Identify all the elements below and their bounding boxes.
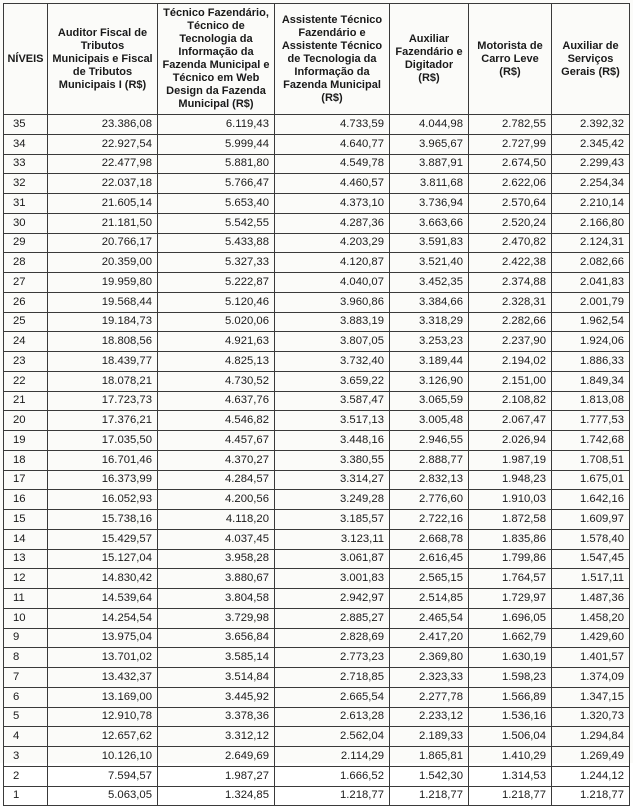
- cell-auxiliar-servicos: 1.886,33: [552, 352, 630, 372]
- cell-auxiliar-fazendario: 3.126,90: [390, 371, 469, 391]
- cell-assistente-tecnico: 4.640,77: [275, 134, 390, 154]
- cell-motorista: 2.026,94: [469, 431, 552, 451]
- table-row: [4, 312, 630, 332]
- cell-auxiliar-fazendario: 2.417,20: [390, 628, 469, 648]
- cell-auxiliar-servicos: 1.642,16: [552, 490, 630, 510]
- cell-motorista: 2.727,99: [469, 134, 552, 154]
- cell-tecnico-fazendario: 3.729,98: [158, 608, 275, 628]
- cell-auxiliar-servicos: 2.124,31: [552, 233, 630, 253]
- cell-tecnico-fazendario: 4.370,27: [158, 450, 275, 470]
- cell-assistente-tecnico: 3.807,05: [275, 332, 390, 352]
- cell-motorista: 1.799,86: [469, 549, 552, 569]
- cell-level: 21: [4, 391, 48, 411]
- table-row: [4, 549, 630, 569]
- cell-motorista: 2.782,55: [469, 115, 552, 135]
- cell-motorista: 1.314,53: [469, 766, 552, 786]
- cell-level: 32: [4, 174, 48, 194]
- cell-tecnico-fazendario: 5.327,33: [158, 253, 275, 273]
- table-row: [4, 648, 630, 668]
- cell-auxiliar-servicos: 1.429,60: [552, 628, 630, 648]
- cell-tecnico-fazendario: 4.200,56: [158, 490, 275, 510]
- cell-motorista: 1.218,77: [469, 786, 552, 806]
- cell-auditor-fiscal: 5.063,05: [48, 786, 158, 806]
- cell-auditor-fiscal: 14.254,54: [48, 608, 158, 628]
- table-row: [4, 332, 630, 352]
- cell-auxiliar-fazendario: 3.253,23: [390, 332, 469, 352]
- cell-auxiliar-fazendario: 3.384,66: [390, 292, 469, 312]
- cell-tecnico-fazendario: 4.284,57: [158, 470, 275, 490]
- cell-auditor-fiscal: 18.808,56: [48, 332, 158, 352]
- cell-auxiliar-servicos: 1.849,34: [552, 371, 630, 391]
- cell-motorista: 1.566,89: [469, 687, 552, 707]
- cell-auxiliar-servicos: 1.547,45: [552, 549, 630, 569]
- header-auxiliar-fazendario: Auxiliar Fazendário e Digitador (R$): [390, 4, 469, 115]
- cell-level: 10: [4, 608, 48, 628]
- cell-auditor-fiscal: 10.126,10: [48, 747, 158, 767]
- cell-auxiliar-servicos: 2.392,32: [552, 115, 630, 135]
- cell-auditor-fiscal: 15.127,04: [48, 549, 158, 569]
- cell-tecnico-fazendario: 4.637,76: [158, 391, 275, 411]
- table-row: [4, 589, 630, 609]
- cell-motorista: 2.282,66: [469, 312, 552, 332]
- cell-auxiliar-servicos: 1.401,57: [552, 648, 630, 668]
- cell-auxiliar-fazendario: 3.591,83: [390, 233, 469, 253]
- cell-assistente-tecnico: 2.773,23: [275, 648, 390, 668]
- cell-tecnico-fazendario: 5.766,47: [158, 174, 275, 194]
- cell-assistente-tecnico: 1.666,52: [275, 766, 390, 786]
- cell-tecnico-fazendario: 5.999,44: [158, 134, 275, 154]
- cell-level: 7: [4, 668, 48, 688]
- cell-auditor-fiscal: 19.959,80: [48, 273, 158, 293]
- cell-auditor-fiscal: 22.477,98: [48, 154, 158, 174]
- cell-auditor-fiscal: 19.568,44: [48, 292, 158, 312]
- cell-auxiliar-fazendario: 3.065,59: [390, 391, 469, 411]
- cell-level: 1: [4, 786, 48, 806]
- cell-level: 5: [4, 707, 48, 727]
- cell-auditor-fiscal: 17.376,21: [48, 411, 158, 431]
- cell-tecnico-fazendario: 3.312,12: [158, 727, 275, 747]
- cell-level: 33: [4, 154, 48, 174]
- table-row: [4, 628, 630, 648]
- cell-auxiliar-fazendario: 2.722,16: [390, 510, 469, 530]
- cell-auditor-fiscal: 13.169,00: [48, 687, 158, 707]
- cell-auxiliar-servicos: 1.517,11: [552, 569, 630, 589]
- header-tecnico-fazendario: Técnico Fazendário, Técnico de Tecnologia da Informação da Fazenda Municipal e Técnico em Web Design da Fazenda Municipal (R$): [158, 4, 275, 115]
- cell-level: 15: [4, 510, 48, 530]
- cell-auxiliar-fazendario: 3.811,68: [390, 174, 469, 194]
- cell-auxiliar-fazendario: 2.832,13: [390, 470, 469, 490]
- cell-auditor-fiscal: 15.429,57: [48, 529, 158, 549]
- cell-auxiliar-fazendario: 3.736,94: [390, 194, 469, 214]
- cell-auxiliar-servicos: 1.578,40: [552, 529, 630, 549]
- cell-motorista: 2.194,02: [469, 352, 552, 372]
- cell-motorista: 2.674,50: [469, 154, 552, 174]
- cell-auxiliar-fazendario: 2.514,85: [390, 589, 469, 609]
- cell-level: 6: [4, 687, 48, 707]
- cell-auxiliar-servicos: 1.320,73: [552, 707, 630, 727]
- cell-auditor-fiscal: 16.052,93: [48, 490, 158, 510]
- cell-auditor-fiscal: 16.701,46: [48, 450, 158, 470]
- table-row: [4, 747, 630, 767]
- cell-level: 26: [4, 292, 48, 312]
- cell-level: 23: [4, 352, 48, 372]
- cell-auditor-fiscal: 22.927,54: [48, 134, 158, 154]
- cell-assistente-tecnico: 3.185,57: [275, 510, 390, 530]
- cell-assistente-tecnico: 3.249,28: [275, 490, 390, 510]
- cell-tecnico-fazendario: 5.653,40: [158, 194, 275, 214]
- table-row: [4, 431, 630, 451]
- cell-auditor-fiscal: 14.830,42: [48, 569, 158, 589]
- table-row: [4, 154, 630, 174]
- cell-assistente-tecnico: 4.120,87: [275, 253, 390, 273]
- cell-level: 14: [4, 529, 48, 549]
- cell-motorista: 1.696,05: [469, 608, 552, 628]
- cell-motorista: 1.910,03: [469, 490, 552, 510]
- cell-assistente-tecnico: 3.517,13: [275, 411, 390, 431]
- cell-auxiliar-fazendario: 3.521,40: [390, 253, 469, 273]
- cell-auxiliar-servicos: 2.210,14: [552, 194, 630, 214]
- cell-auxiliar-servicos: 1.218,77: [552, 786, 630, 806]
- cell-auditor-fiscal: 12.910,78: [48, 707, 158, 727]
- cell-level: 27: [4, 273, 48, 293]
- cell-level: 29: [4, 233, 48, 253]
- cell-assistente-tecnico: 4.460,57: [275, 174, 390, 194]
- cell-level: 25: [4, 312, 48, 332]
- table-row: [4, 292, 630, 312]
- cell-level: 11: [4, 589, 48, 609]
- cell-auxiliar-fazendario: 1.865,81: [390, 747, 469, 767]
- table-row: [4, 786, 630, 806]
- cell-auxiliar-servicos: 1.244,12: [552, 766, 630, 786]
- cell-assistente-tecnico: 4.733,59: [275, 115, 390, 135]
- cell-motorista: 2.374,88: [469, 273, 552, 293]
- table-row: [4, 510, 630, 530]
- cell-auxiliar-fazendario: 1.542,30: [390, 766, 469, 786]
- cell-auxiliar-fazendario: 2.888,77: [390, 450, 469, 470]
- cell-assistente-tecnico: 4.287,36: [275, 213, 390, 233]
- cell-motorista: 2.067,47: [469, 411, 552, 431]
- cell-auxiliar-servicos: 2.254,34: [552, 174, 630, 194]
- table-row: [4, 707, 630, 727]
- cell-level: 8: [4, 648, 48, 668]
- cell-auditor-fiscal: 18.078,21: [48, 371, 158, 391]
- cell-auxiliar-servicos: 2.082,66: [552, 253, 630, 273]
- cell-auxiliar-fazendario: 4.044,98: [390, 115, 469, 135]
- table-row: [4, 608, 630, 628]
- cell-auxiliar-servicos: 1.347,15: [552, 687, 630, 707]
- cell-auxiliar-fazendario: 2.668,78: [390, 529, 469, 549]
- cell-tecnico-fazendario: 3.514,84: [158, 668, 275, 688]
- cell-auditor-fiscal: 18.439,77: [48, 352, 158, 372]
- table-row: [4, 253, 630, 273]
- cell-auditor-fiscal: 19.184,73: [48, 312, 158, 332]
- cell-level: 13: [4, 549, 48, 569]
- table-row: [4, 411, 630, 431]
- cell-auxiliar-servicos: 1.374,09: [552, 668, 630, 688]
- cell-assistente-tecnico: 4.203,29: [275, 233, 390, 253]
- cell-auditor-fiscal: 17.723,73: [48, 391, 158, 411]
- cell-auxiliar-fazendario: 2.189,33: [390, 727, 469, 747]
- cell-motorista: 2.151,00: [469, 371, 552, 391]
- cell-assistente-tecnico: 3.448,16: [275, 431, 390, 451]
- cell-level: 12: [4, 569, 48, 589]
- cell-auxiliar-fazendario: 3.005,48: [390, 411, 469, 431]
- cell-level: 4: [4, 727, 48, 747]
- header-auditor-fiscal: Auditor Fiscal de Tributos Municipais e Fiscal de Tributos Municipais I (R$): [48, 4, 158, 115]
- cell-auxiliar-fazendario: 2.465,54: [390, 608, 469, 628]
- cell-level: 19: [4, 431, 48, 451]
- header-motorista: Motorista de Carro Leve (R$): [469, 4, 552, 115]
- cell-assistente-tecnico: 3.061,87: [275, 549, 390, 569]
- table-row: [4, 115, 630, 135]
- cell-tecnico-fazendario: 5.222,87: [158, 273, 275, 293]
- cell-assistente-tecnico: 4.373,10: [275, 194, 390, 214]
- cell-auxiliar-fazendario: 2.369,80: [390, 648, 469, 668]
- cell-level: 31: [4, 194, 48, 214]
- cell-assistente-tecnico: 3.001,83: [275, 569, 390, 589]
- table-row: [4, 233, 630, 253]
- cell-level: 24: [4, 332, 48, 352]
- table-row: [4, 668, 630, 688]
- table-row: [4, 391, 630, 411]
- cell-level: 20: [4, 411, 48, 431]
- cell-tecnico-fazendario: 5.120,46: [158, 292, 275, 312]
- cell-motorista: 1.598,23: [469, 668, 552, 688]
- cell-auxiliar-fazendario: 2.565,15: [390, 569, 469, 589]
- cell-tecnico-fazendario: 3.958,28: [158, 549, 275, 569]
- cell-tecnico-fazendario: 4.825,13: [158, 352, 275, 372]
- cell-assistente-tecnico: 2.114,29: [275, 747, 390, 767]
- cell-auxiliar-servicos: 1.962,54: [552, 312, 630, 332]
- cell-assistente-tecnico: 3.314,27: [275, 470, 390, 490]
- cell-auxiliar-servicos: 1.487,36: [552, 589, 630, 609]
- cell-auxiliar-servicos: 1.269,49: [552, 747, 630, 767]
- cell-auxiliar-servicos: 2.001,79: [552, 292, 630, 312]
- table-row: [4, 371, 630, 391]
- cell-motorista: 1.729,97: [469, 589, 552, 609]
- cell-motorista: 1.835,86: [469, 529, 552, 549]
- table-row: [4, 727, 630, 747]
- cell-motorista: 2.570,64: [469, 194, 552, 214]
- cell-auxiliar-fazendario: 2.946,55: [390, 431, 469, 451]
- header-niveis: NÍVEIS: [4, 4, 48, 115]
- cell-motorista: 1.630,19: [469, 648, 552, 668]
- cell-auxiliar-servicos: 1.742,68: [552, 431, 630, 451]
- cell-assistente-tecnico: 3.380,55: [275, 450, 390, 470]
- table-row: [4, 134, 630, 154]
- cell-level: 16: [4, 490, 48, 510]
- cell-assistente-tecnico: 2.665,54: [275, 687, 390, 707]
- cell-auxiliar-fazendario: 3.663,66: [390, 213, 469, 233]
- table-row: [4, 687, 630, 707]
- cell-auditor-fiscal: 22.037,18: [48, 174, 158, 194]
- cell-auxiliar-fazendario: 2.277,78: [390, 687, 469, 707]
- cell-auxiliar-servicos: 1.609,97: [552, 510, 630, 530]
- cell-motorista: 2.520,24: [469, 213, 552, 233]
- cell-motorista: 1.987,19: [469, 450, 552, 470]
- cell-motorista: 1.536,16: [469, 707, 552, 727]
- cell-motorista: 1.948,23: [469, 470, 552, 490]
- table-row: [4, 213, 630, 233]
- cell-auxiliar-fazendario: 3.887,91: [390, 154, 469, 174]
- cell-auxiliar-servicos: 2.299,43: [552, 154, 630, 174]
- cell-tecnico-fazendario: 3.656,84: [158, 628, 275, 648]
- cell-tecnico-fazendario: 4.730,52: [158, 371, 275, 391]
- cell-motorista: 1.506,04: [469, 727, 552, 747]
- table-row: [4, 194, 630, 214]
- cell-tecnico-fazendario: 1.987,27: [158, 766, 275, 786]
- cell-motorista: 2.237,90: [469, 332, 552, 352]
- cell-level: 22: [4, 371, 48, 391]
- cell-auditor-fiscal: 16.373,99: [48, 470, 158, 490]
- cell-auxiliar-fazendario: 2.233,12: [390, 707, 469, 727]
- cell-level: 2: [4, 766, 48, 786]
- cell-assistente-tecnico: 3.883,19: [275, 312, 390, 332]
- cell-level: 28: [4, 253, 48, 273]
- cell-auxiliar-servicos: 1.777,53: [552, 411, 630, 431]
- table-row: [4, 273, 630, 293]
- cell-motorista: 2.108,82: [469, 391, 552, 411]
- cell-assistente-tecnico: 1.218,77: [275, 786, 390, 806]
- cell-motorista: 2.328,31: [469, 292, 552, 312]
- cell-tecnico-fazendario: 4.457,67: [158, 431, 275, 451]
- cell-tecnico-fazendario: 4.118,20: [158, 510, 275, 530]
- cell-tecnico-fazendario: 6.119,43: [158, 115, 275, 135]
- cell-auxiliar-fazendario: 2.323,33: [390, 668, 469, 688]
- cell-assistente-tecnico: 3.587,47: [275, 391, 390, 411]
- cell-auditor-fiscal: 7.594,57: [48, 766, 158, 786]
- table-row: [4, 352, 630, 372]
- cell-auditor-fiscal: 21.181,50: [48, 213, 158, 233]
- cell-tecnico-fazendario: 3.804,58: [158, 589, 275, 609]
- cell-auxiliar-fazendario: 3.965,67: [390, 134, 469, 154]
- cell-auxiliar-servicos: 2.166,80: [552, 213, 630, 233]
- cell-tecnico-fazendario: 3.445,92: [158, 687, 275, 707]
- cell-auditor-fiscal: 13.701,02: [48, 648, 158, 668]
- cell-level: 9: [4, 628, 48, 648]
- cell-auxiliar-fazendario: 3.318,29: [390, 312, 469, 332]
- cell-tecnico-fazendario: 4.546,82: [158, 411, 275, 431]
- cell-level: 34: [4, 134, 48, 154]
- table-row: [4, 766, 630, 786]
- table-header: [4, 4, 630, 115]
- cell-tecnico-fazendario: 5.020,06: [158, 312, 275, 332]
- cell-auditor-fiscal: 12.657,62: [48, 727, 158, 747]
- cell-motorista: 2.470,82: [469, 233, 552, 253]
- cell-motorista: 1.872,58: [469, 510, 552, 530]
- cell-level: 35: [4, 115, 48, 135]
- cell-assistente-tecnico: 2.942,97: [275, 589, 390, 609]
- salary-table: [3, 3, 630, 806]
- cell-auxiliar-servicos: 1.924,06: [552, 332, 630, 352]
- cell-motorista: 1.764,57: [469, 569, 552, 589]
- cell-level: 3: [4, 747, 48, 767]
- cell-level: 18: [4, 450, 48, 470]
- cell-auxiliar-servicos: 1.294,84: [552, 727, 630, 747]
- cell-auxiliar-fazendario: 3.189,44: [390, 352, 469, 372]
- header-assistente-tecnico: Assistente Técnico Fazendário e Assistente Técnico de Tecnologia da Informação da Fazenda Municipal (R$): [275, 4, 390, 115]
- cell-auxiliar-fazendario: 2.776,60: [390, 490, 469, 510]
- cell-motorista: 1.662,79: [469, 628, 552, 648]
- table-row: [4, 490, 630, 510]
- cell-tecnico-fazendario: 3.585,14: [158, 648, 275, 668]
- cell-tecnico-fazendario: 3.378,36: [158, 707, 275, 727]
- cell-auditor-fiscal: 17.035,50: [48, 431, 158, 451]
- cell-auditor-fiscal: 23.386,08: [48, 115, 158, 135]
- cell-assistente-tecnico: 3.123,11: [275, 529, 390, 549]
- cell-level: 30: [4, 213, 48, 233]
- cell-auxiliar-servicos: 2.345,42: [552, 134, 630, 154]
- cell-auxiliar-servicos: 1.813,08: [552, 391, 630, 411]
- table-row: [4, 529, 630, 549]
- cell-tecnico-fazendario: 5.881,80: [158, 154, 275, 174]
- cell-assistente-tecnico: 3.659,22: [275, 371, 390, 391]
- cell-tecnico-fazendario: 5.542,55: [158, 213, 275, 233]
- cell-assistente-tecnico: 4.040,07: [275, 273, 390, 293]
- table-row: [4, 470, 630, 490]
- cell-auxiliar-servicos: 1.675,01: [552, 470, 630, 490]
- cell-tecnico-fazendario: 2.649,69: [158, 747, 275, 767]
- table-row: [4, 450, 630, 470]
- cell-assistente-tecnico: 3.960,86: [275, 292, 390, 312]
- cell-auditor-fiscal: 21.605,14: [48, 194, 158, 214]
- cell-auditor-fiscal: 13.975,04: [48, 628, 158, 648]
- table-row: [4, 569, 630, 589]
- cell-assistente-tecnico: 2.562,04: [275, 727, 390, 747]
- header-auxiliar-servicos: Auxiliar de Serviços Gerais (R$): [552, 4, 630, 115]
- cell-assistente-tecnico: 2.828,69: [275, 628, 390, 648]
- cell-auditor-fiscal: 14.539,64: [48, 589, 158, 609]
- cell-level: 17: [4, 470, 48, 490]
- cell-assistente-tecnico: 3.732,40: [275, 352, 390, 372]
- cell-tecnico-fazendario: 4.037,45: [158, 529, 275, 549]
- cell-tecnico-fazendario: 5.433,88: [158, 233, 275, 253]
- cell-motorista: 1.410,29: [469, 747, 552, 767]
- cell-assistente-tecnico: 2.718,85: [275, 668, 390, 688]
- cell-auditor-fiscal: 13.432,37: [48, 668, 158, 688]
- cell-auditor-fiscal: 15.738,16: [48, 510, 158, 530]
- cell-auxiliar-fazendario: 1.218,77: [390, 786, 469, 806]
- cell-auxiliar-servicos: 2.041,83: [552, 273, 630, 293]
- cell-motorista: 2.422,38: [469, 253, 552, 273]
- cell-auxiliar-servicos: 1.458,20: [552, 608, 630, 628]
- table-row: [4, 174, 630, 194]
- cell-auditor-fiscal: 20.766,17: [48, 233, 158, 253]
- cell-assistente-tecnico: 2.613,28: [275, 707, 390, 727]
- cell-auditor-fiscal: 20.359,00: [48, 253, 158, 273]
- table-body: [4, 115, 630, 806]
- cell-tecnico-fazendario: 1.324,85: [158, 786, 275, 806]
- cell-assistente-tecnico: 2.885,27: [275, 608, 390, 628]
- cell-auxiliar-fazendario: 3.452,35: [390, 273, 469, 293]
- cell-auxiliar-fazendario: 2.616,45: [390, 549, 469, 569]
- cell-motorista: 2.622,06: [469, 174, 552, 194]
- cell-auxiliar-servicos: 1.708,51: [552, 450, 630, 470]
- cell-tecnico-fazendario: 4.921,63: [158, 332, 275, 352]
- cell-assistente-tecnico: 4.549,78: [275, 154, 390, 174]
- cell-tecnico-fazendario: 3.880,67: [158, 569, 275, 589]
